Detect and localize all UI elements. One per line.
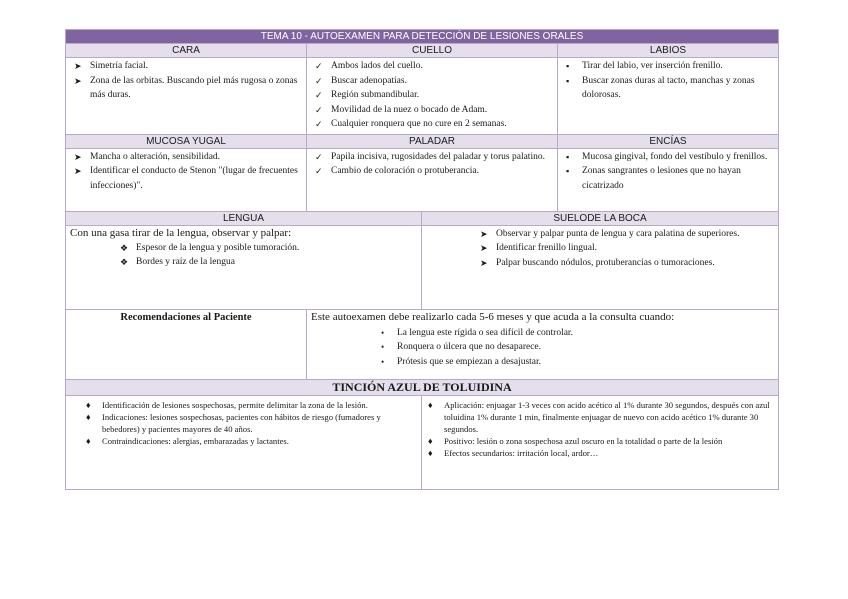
list-item-text: Zonas sangrantes o lesiones que no hayan cicatrizado [582, 166, 741, 191]
list-item [118, 255, 419, 270]
cell-tincion-right [422, 395, 779, 489]
bullet-check-icon: ✓ [315, 61, 323, 71]
bullet-dot-icon: • [381, 356, 385, 367]
list-item [379, 355, 776, 370]
recomendaciones-intro: Este autoexamen debe realizarlo cada 5-6 meses y que acuda a la consulta cuando: [311, 310, 675, 323]
bullet-arrow-icon: ➤ [74, 151, 82, 162]
bullet-diamond-icon: ❖ [120, 257, 129, 267]
list-item-text: Buscar adenopatías. [331, 75, 407, 86]
list-tincion-right [422, 396, 778, 462]
cell-recomendaciones [307, 309, 779, 379]
list-item-text: Zona de las orbitas. Buscando piel más rugosa o zonas más duras. [90, 75, 298, 100]
list-item [313, 150, 555, 165]
bullet-small_diamond-icon: ♦ [428, 436, 433, 447]
list-item-text: Observar y palpar punta de lengua y cara palatina de superiores. [496, 228, 740, 239]
list-item-text: Identificar frenillo lingual. [496, 243, 598, 253]
recomendaciones-label: Recomendaciones al Paciente [66, 309, 307, 379]
table-title: TEMA 10 - AUTOEXAMEN PARA DETECCIÓN DE LESIONES ORALES [66, 30, 779, 44]
bullet-arrow-icon: ➤ [74, 75, 82, 86]
bullet-small_diamond-icon: ♦ [428, 399, 433, 410]
list-cuello [307, 58, 557, 134]
list-item-text: Prótesis que se empiezan a desajustar. [397, 356, 542, 367]
header-tincion: TINCIÓN AZUL DE TOLUIDINA [66, 379, 779, 395]
list-item [379, 326, 776, 341]
list-item [564, 150, 776, 165]
list-item-text: Cualquier ronquera que no cure en 2 semanas. [331, 119, 507, 129]
list-item-text: Cambio de coloración o protuberancia. [331, 166, 479, 176]
list-item [313, 74, 555, 89]
list-item-text: Espesor de la lengua y posible tumoración. [136, 242, 300, 253]
bullet-arrow-icon: ➤ [480, 257, 488, 268]
list-item [313, 164, 555, 179]
bullet-arrow-icon: ➤ [74, 61, 82, 71]
bullet-square-icon: ▪ [566, 166, 570, 176]
bullet-check-icon: ✓ [315, 104, 323, 115]
bullet-check-icon: ✓ [315, 119, 323, 129]
list-item-text: Aplicación: enjuagar 1-3 veces con acido acético al 1% durante 30 segundos, después con azul toluidina 1% durante 1 min, finalmente enjuagar de nuevo con acido acético 1% durante 30 segundos. [444, 399, 770, 434]
cell-labios [558, 58, 779, 135]
bullet-diamond-icon: ❖ [120, 242, 129, 253]
bullet-check-icon: ✓ [315, 90, 323, 100]
list-item [84, 435, 419, 447]
list-item [478, 241, 776, 256]
list-item [379, 340, 776, 355]
list-item [313, 88, 555, 103]
list-item [118, 241, 419, 256]
bullet-check-icon: ✓ [315, 166, 323, 176]
list-item [564, 74, 776, 103]
list-labios [558, 58, 778, 105]
bullet-small_diamond-icon: ♦ [86, 411, 91, 422]
bullet-dot-icon: • [381, 342, 385, 352]
list-item-text: Contraindicaciones: alergias, embarazadas y lactantes. [102, 436, 289, 447]
header-paladar: PALADAR [307, 134, 558, 148]
list-paladar [307, 149, 557, 181]
header-labios: LABIOS [558, 44, 779, 58]
list-item [72, 164, 304, 193]
list-item-text: Buscar zonas duras al tacto, manchas y zonas dolorosas. [582, 75, 755, 100]
list-item-text: Simetría facial. [90, 61, 149, 71]
bullet-check-icon: ✓ [315, 75, 323, 86]
bullet-square-icon: ▪ [566, 61, 570, 71]
list-item [72, 150, 304, 165]
header-mucosa-yugal: MUCOSA YUGAL [66, 134, 307, 148]
list-item-text: Tirar del labio, ver inserción frenillo. [582, 61, 723, 71]
list-item [313, 117, 555, 132]
list-item [426, 435, 776, 447]
cell-mucosa-yugal [66, 148, 307, 211]
list-item-text: Papila incisiva, rugosidades del paladar y torus palatino. [331, 151, 545, 162]
list-item-text: Identificación de lesiones sospechosas, permite delimitar la zona de la lesión. [102, 399, 368, 410]
list-item-text: Indicaciones: lesiones sospechosas, pacientes con hábitos de riesgo (fumadores y bebedores) y pacientes mayores de 40 años. [102, 411, 381, 434]
list-item-text: Movilidad de la nuez o bocado de Adam. [331, 104, 488, 115]
list-item [426, 447, 776, 459]
list-item [564, 164, 776, 193]
bullet-square-icon: ▪ [566, 75, 570, 86]
bullet-small_diamond-icon: ♦ [428, 448, 433, 459]
bullet-square-icon: ▪ [566, 151, 570, 162]
cell-cara [66, 58, 307, 135]
list-encias [558, 149, 778, 196]
bullet-arrow-icon: ➤ [480, 243, 488, 253]
list-item [478, 227, 776, 242]
list-item-text: Palpar buscando nódulos, protuberancias o tumoraciones. [496, 257, 715, 268]
header-suelo-boca: SUELODE LA BOCA [422, 211, 779, 225]
cell-tincion-left [66, 395, 422, 489]
list-tincion-left [66, 396, 421, 450]
autoexamen-table [65, 29, 779, 490]
list-item [313, 103, 555, 118]
list-recomendaciones [307, 324, 778, 372]
list-suelo-boca [422, 226, 778, 273]
list-item [84, 399, 419, 411]
header-cara: CARA [66, 44, 307, 58]
bullet-arrow-icon: ➤ [480, 228, 488, 239]
bullet-small_diamond-icon: ♦ [86, 436, 91, 447]
cell-lengua [66, 225, 422, 309]
list-item [72, 74, 304, 103]
bullet-small_diamond-icon: ♦ [86, 399, 91, 410]
list-item [478, 256, 776, 271]
lengua-intro: Con una gasa tirar de la lengua, observar y palpar: [70, 226, 292, 239]
cell-encias [558, 148, 779, 211]
list-item [313, 59, 555, 74]
list-item-text: Ambos lados del cuello. [331, 61, 423, 71]
cell-suelo-boca [422, 225, 779, 309]
header-lengua: LENGUA [66, 211, 422, 225]
list-item [84, 411, 419, 435]
list-item-text: Bordes y raíz de la lengua [136, 257, 235, 267]
cell-paladar [307, 148, 558, 211]
bullet-arrow-icon: ➤ [74, 166, 82, 176]
list-item-text: Región submandibular. [331, 90, 420, 100]
list-mucosa-yugal [66, 149, 306, 196]
list-item-text: Mucosa gingival, fondo del vestíbulo y frenillos. [582, 151, 768, 162]
list-item-text: Mancha o alteración, sensibilidad. [90, 151, 221, 162]
list-lengua [66, 240, 421, 272]
list-item [564, 59, 776, 74]
list-item-text: Identificar el conducto de Stenon "(lugar de frecuentes infecciones)". [90, 166, 298, 191]
list-item [426, 399, 776, 436]
bullet-dot-icon: • [381, 327, 385, 338]
header-encias: ENCÍAS [558, 134, 779, 148]
list-item-text: Positivo: lesión o zona sospechosa azul oscuro en la totalidad o parte de la lesión [444, 436, 723, 447]
list-item-text: Efectos secundarios: irritación local, ardor… [444, 448, 599, 459]
bullet-check-icon: ✓ [315, 151, 323, 162]
list-item-text: La lengua este rígida o sea difícil de controlar. [397, 327, 573, 338]
cell-cuello [307, 58, 558, 135]
list-item-text: Ronquera o úlcera que no desaparece. [397, 342, 542, 352]
list-cara [66, 58, 306, 105]
document-sheet [65, 29, 778, 490]
list-item [72, 59, 304, 74]
header-cuello: CUELLO [307, 44, 558, 58]
